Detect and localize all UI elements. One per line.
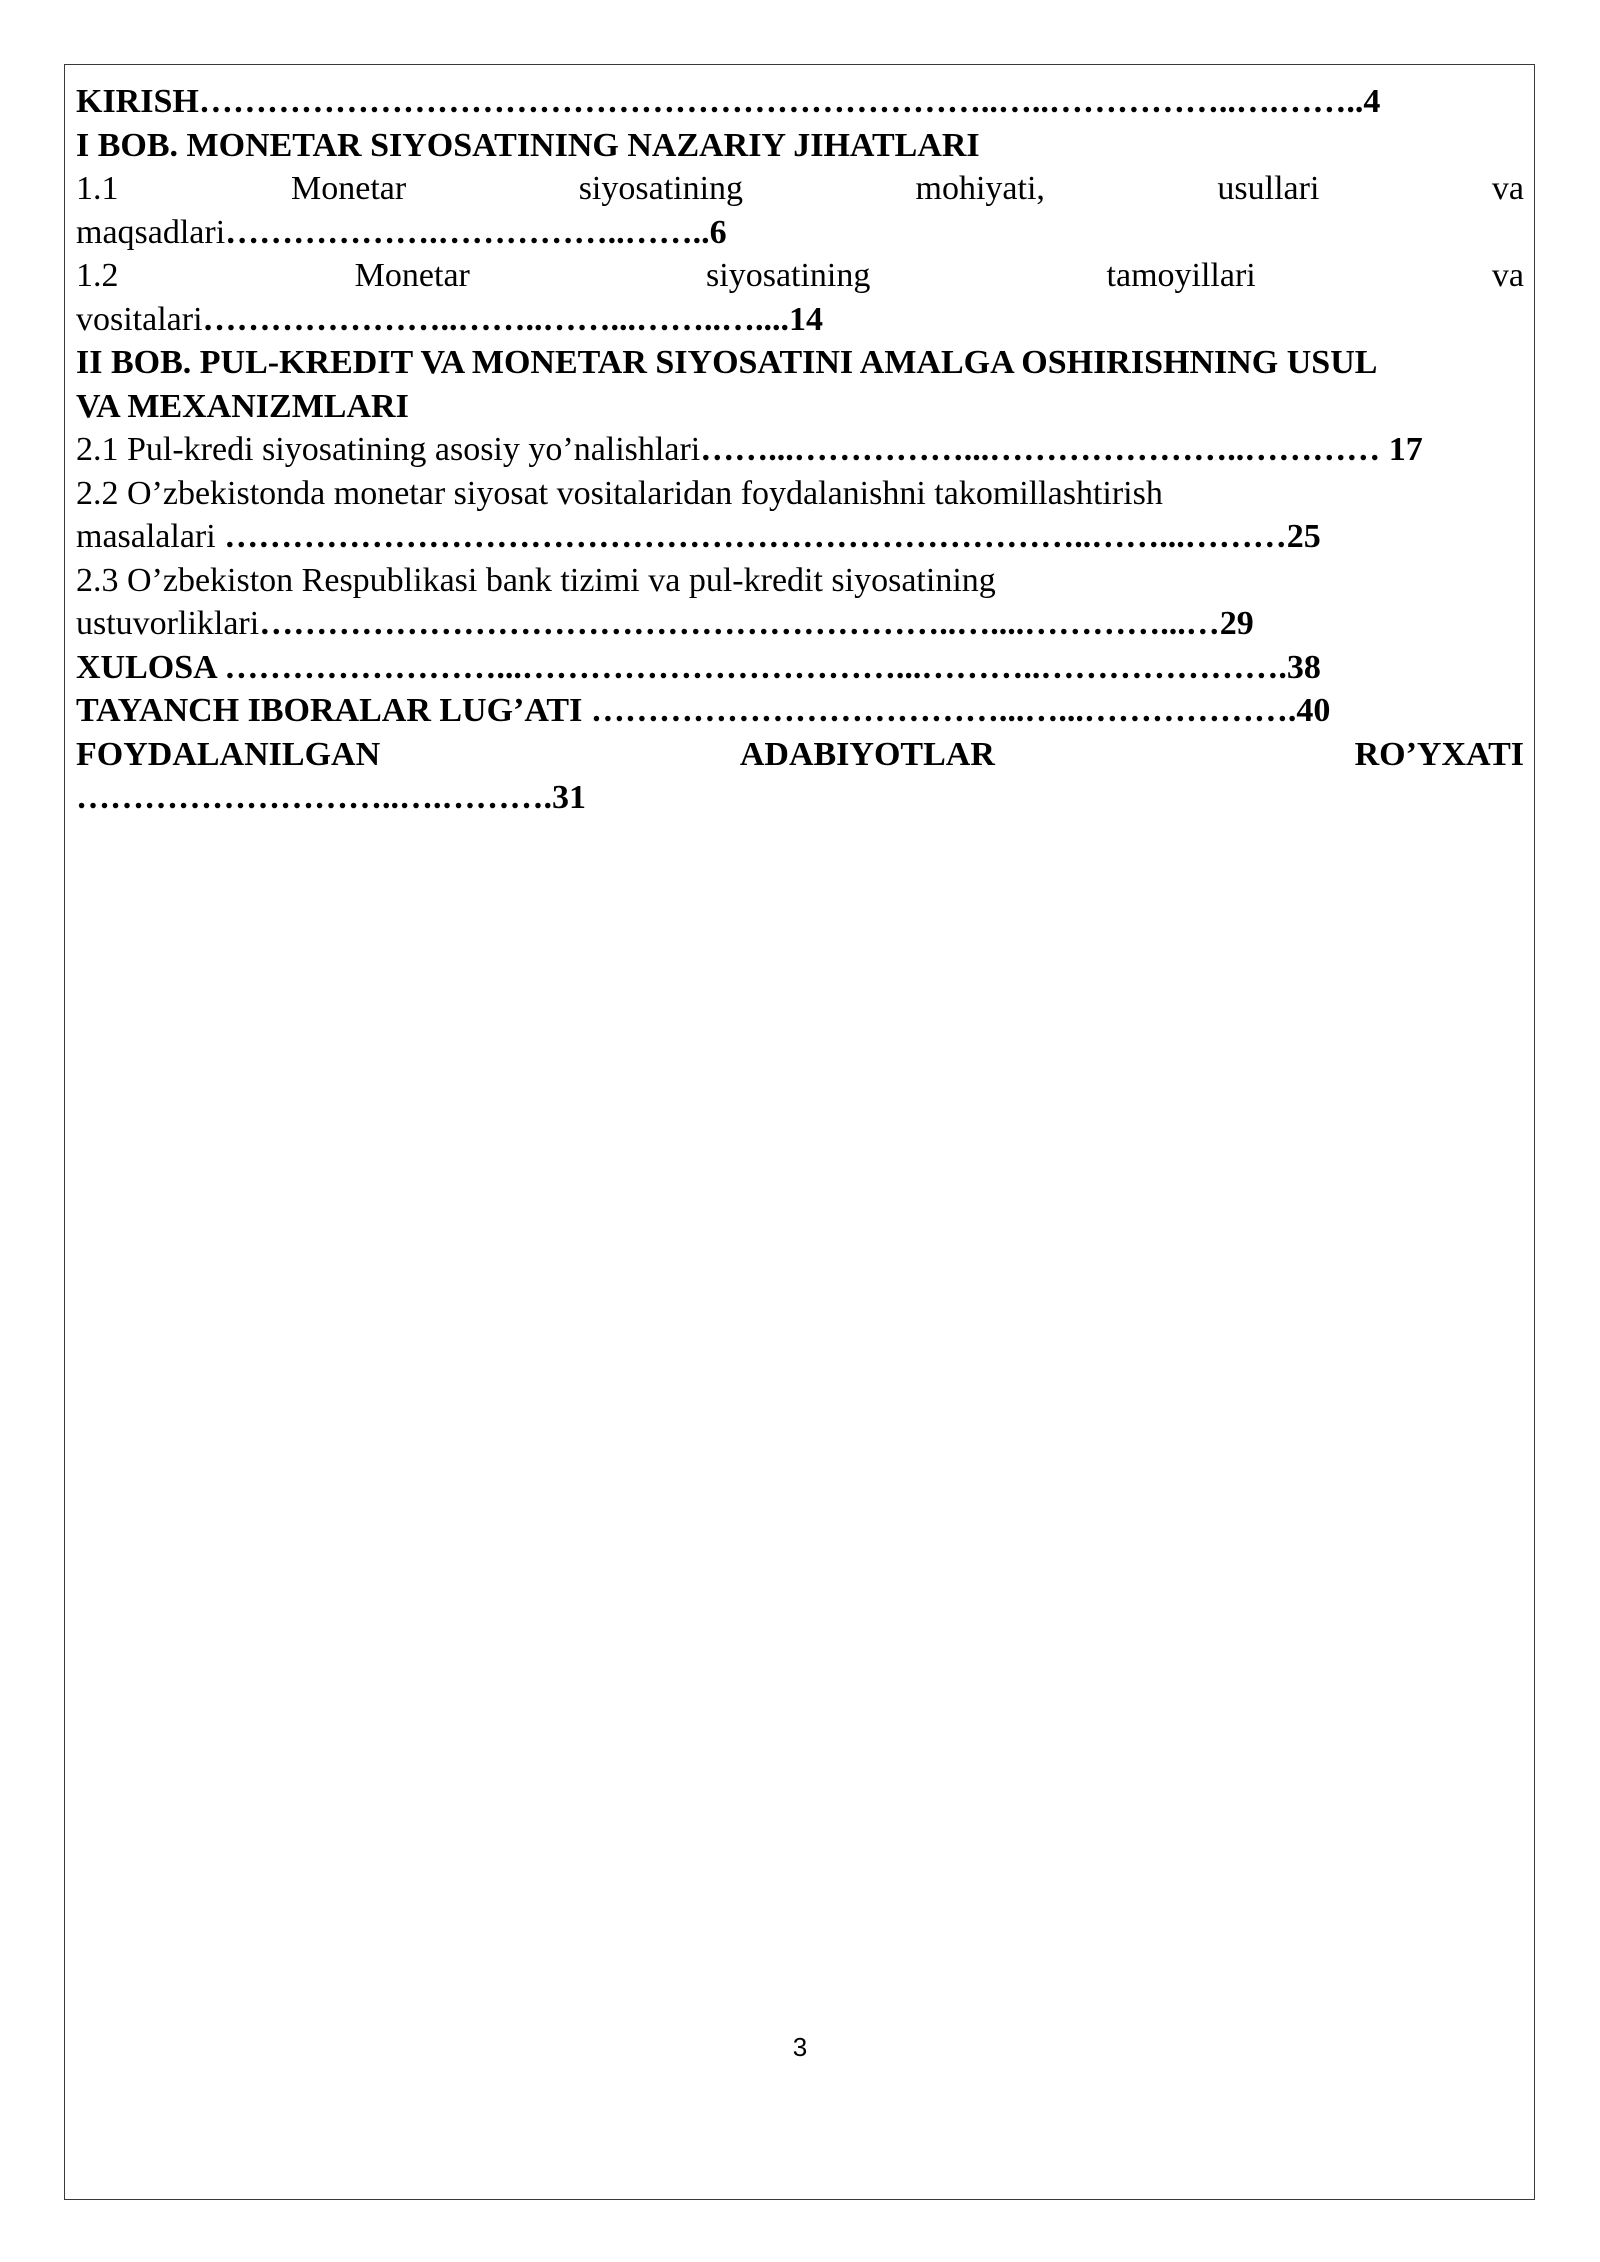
toc-section-2-3-line1[interactable]: 2.3 O’zbekiston Respublikasi bank tizimi va pul-kredit siyosatining [76,561,996,599]
word: 1.1 [76,170,119,207]
toc-tayanch-iboralar[interactable]: TAYANCH IBORALAR LUG’ATI ………………………………...…...……………….40 [76,692,1331,729]
toc-section-1-2-line2[interactable] [76,298,1524,342]
word: siyosatining [578,170,744,207]
word: ADABIYOTLAR [739,735,995,773]
toc-chapter-2-line1[interactable]: II BOB. PUL-KREDIT VA MONETAR SIYOSATINI AMALGA OSHIRISHNING USUL [76,344,1378,381]
toc-foydalanilgan-line1[interactable] [76,733,1524,777]
toc-section-2-3-line2[interactable] [76,602,1524,646]
toc-chapter-1[interactable]: I BOB. MONETAR SIYOSATINING NAZARIY JIHATLARI [76,126,980,164]
word: tamoyillari [1106,257,1256,294]
section-dots-page: …………………………………………………………………..……...………25 [224,518,1321,555]
word: Monetar [354,257,470,294]
word: va [1491,257,1524,294]
word: usullari [1217,170,1320,207]
word: RO’YXATI [1354,735,1524,773]
toc-section-2-1[interactable] [76,428,1524,472]
section-dots-page: …………………..……..……...……..…....14 [202,300,824,338]
section-text: ustuvorliklari [76,605,260,642]
word: siyosatining [706,257,871,294]
toc-section-2-2-line2[interactable] [76,515,1524,559]
toc-section-1-1-line1[interactable] [76,167,1524,211]
toc-xulosa[interactable]: XULOSA ……………………...……………………………...………..………………….38 [76,648,1321,686]
section-dots-page: ……………….……………..……..6 [225,213,727,251]
word: mohiyati, [915,170,1045,207]
word: va [1491,170,1524,207]
toc-section-1-1-line2[interactable] [76,211,1524,255]
word: 1.2 [76,257,119,294]
toc-chapter-2-line2[interactable]: VA MEXANIZMLARI [76,387,409,425]
toc-foydalanilgan-line2[interactable]: ………………………..….……….31 [76,779,586,816]
section-text: masalalari [76,518,225,555]
toc-section-2-2-line1[interactable]: 2.2 O’zbekistonda monetar siyosat vositalaridan foydalanishni takomillashtirish [76,474,1163,512]
word: FOYDALANILGAN [76,735,381,773]
section-text: 2.1 Pul-kredi siyosatining asosiy yo’nalishlari [76,431,701,468]
toc-kirish[interactable]: KIRISH……………………………………………………………..…..……………..….……..4 [76,83,1381,120]
toc-section-1-2-line1[interactable] [76,254,1524,298]
section-text: vositalari [76,300,203,338]
section-dots-page: ……………………………………………………..…....…………...…29 [259,605,1254,642]
word: Monetar [291,170,407,207]
table-of-contents [76,80,1524,820]
page-number: 3 [792,2032,808,2062]
section-text: maqsadlari [76,213,226,251]
section-dots-page: ……...……………...…………………..………… 17 [700,431,1423,468]
